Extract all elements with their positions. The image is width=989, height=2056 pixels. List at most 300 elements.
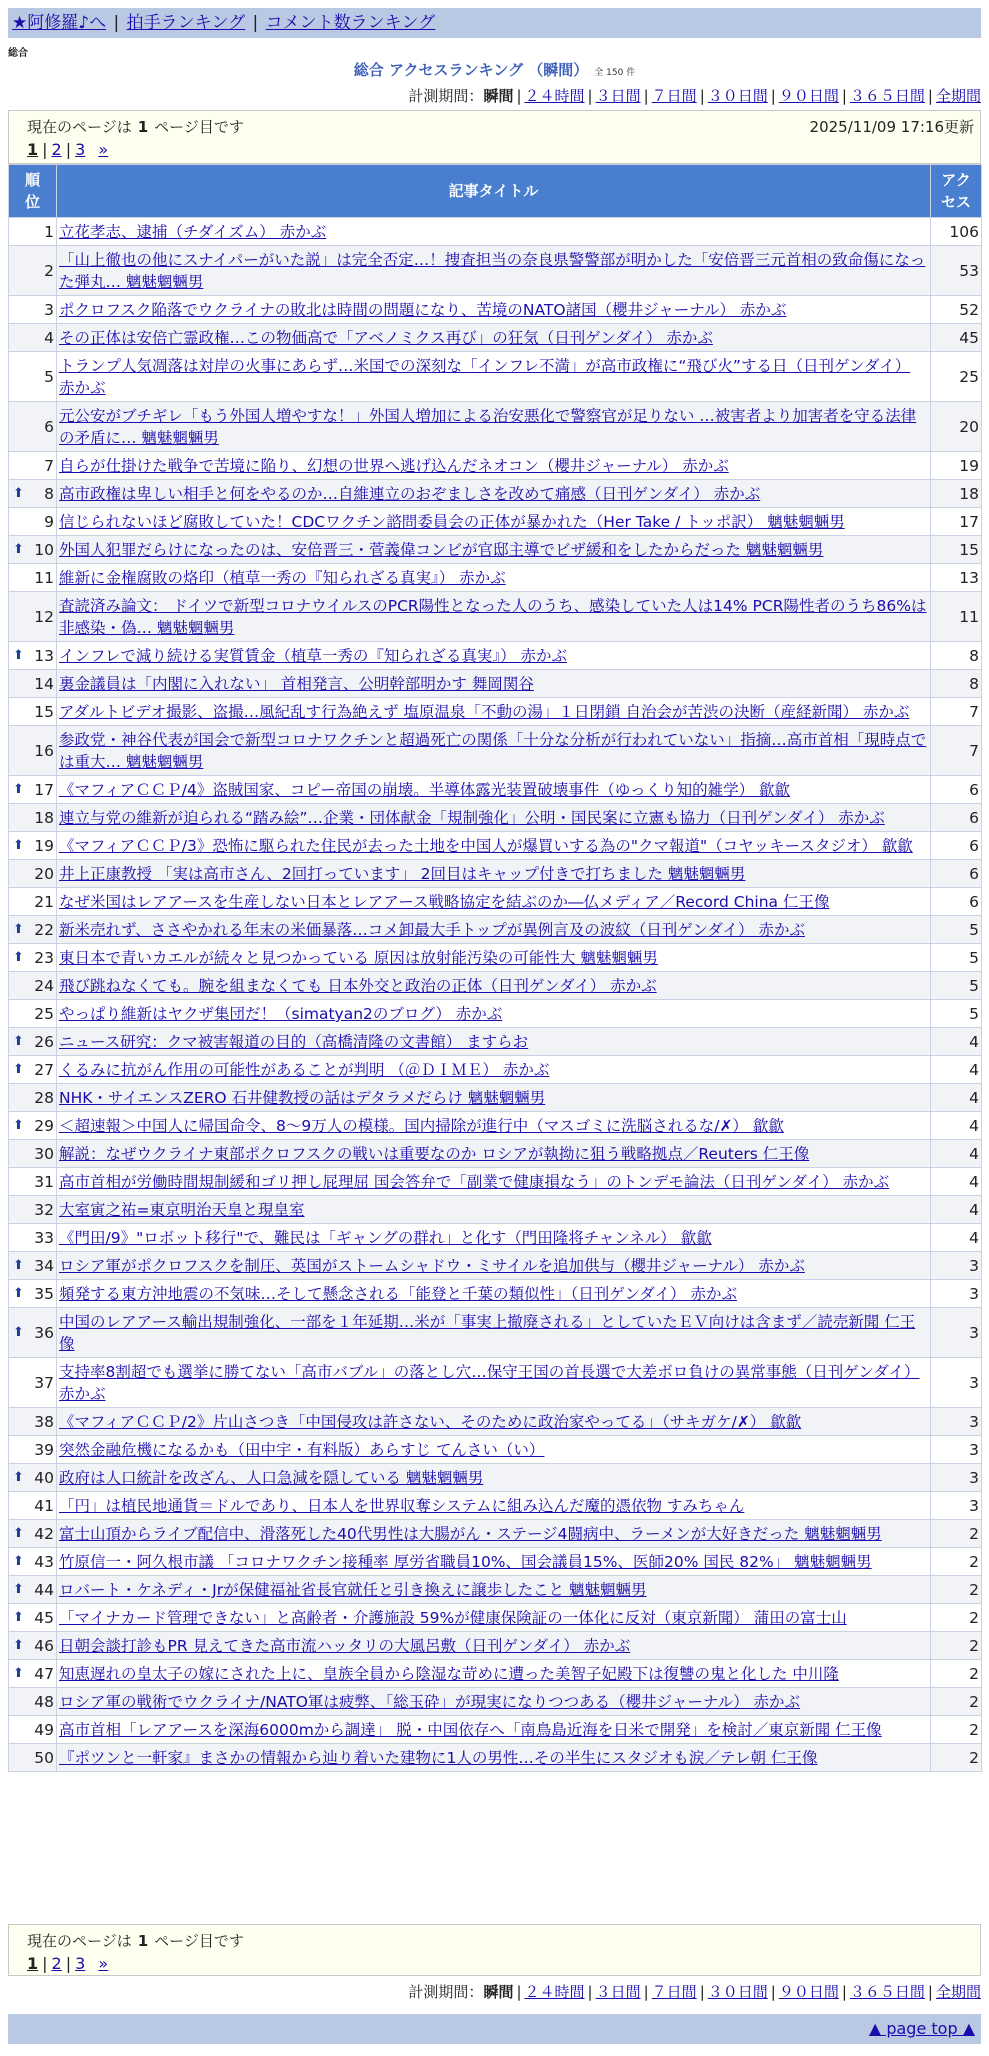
title-cell [57, 1436, 931, 1464]
article-title-link[interactable]: 裏金議員は「内閣に入れない」 首相発言、公明幹部明かす 舞岡関谷 [59, 675, 534, 693]
up-arrow-icon: ⬆ [13, 1470, 24, 1485]
rank-number: 2 [44, 262, 54, 280]
period-separator: | [770, 1983, 776, 2001]
title-cell [57, 726, 931, 776]
rank-number: 6 [44, 418, 54, 436]
table-row [9, 324, 982, 352]
period-separator: | [587, 87, 593, 105]
access-count: 2 [931, 1632, 982, 1660]
updated-timestamp: 2025/11/09 17:16更新 [809, 118, 974, 136]
article-title-link[interactable]: 支持率8割超でも選挙に勝てない「高市バブル」の落とし穴…保守王国の首長選で大差ボロ負けの異常事態（日刊ゲンダイ） 赤かぶ [59, 1363, 920, 1403]
title-cell [57, 592, 931, 642]
period-current: 瞬間 [483, 1983, 514, 2001]
rank-number: 9 [44, 513, 54, 531]
title-cell [57, 564, 931, 592]
access-count: 2 [931, 1716, 982, 1744]
access-count: 3 [931, 1464, 982, 1492]
period-separator: | [770, 87, 776, 105]
article-title-link[interactable]: 《マフィアＣＣＰ/2》片山さつき「中国侵攻は許さない、そのために政治家やってる」（サキガケ/✗） 歙歙 [59, 1413, 802, 1431]
article-title-link[interactable]: ロシア軍の戦術でウクライナ/NATO軍は疲弊、「総玉砕」が現実になりつつある（櫻井ジャーナル） 赤かぶ [59, 1693, 801, 1711]
rank-number: 7 [44, 457, 54, 475]
title-cell [57, 452, 931, 480]
title-cell [57, 352, 931, 402]
period-selector-top [408, 86, 981, 106]
rank-cell [9, 916, 57, 944]
title-cell [57, 1000, 931, 1028]
article-title-link[interactable]: ロバート・ケネディ・Jrが保健福祉省長官就任と引き換えに譲歩したこと 魑魅魍魎男 [59, 1581, 647, 1599]
article-title-link[interactable]: 外国人犯罪だらけになったのは、安倍晋三・菅義偉コンビが官邸主導でビザ緩和をしたからだった 魑魅魍魎男 [59, 541, 824, 559]
table-row [9, 1464, 982, 1492]
table-row [9, 698, 982, 726]
article-title-link[interactable]: くるみに抗がん作用の可能性があることが判明 （＠ＤＩＭＥ） 赤かぶ [59, 1061, 550, 1079]
rank-cell [9, 972, 57, 1000]
article-title-link[interactable]: 高市首相が労働時間規制緩和ゴリ押し屁理屈 国会答弁で「副業で健康損なう」のトンデモ論法（日刊ゲンダイ） 赤かぶ [59, 1173, 890, 1191]
rank-cell [9, 508, 57, 536]
title-cell [57, 296, 931, 324]
next-page-link[interactable]: » [98, 140, 109, 159]
table-row [9, 564, 982, 592]
table-row [9, 1308, 982, 1358]
up-arrow-icon: ⬆ [13, 1118, 24, 1133]
rank-number: 35 [34, 1285, 54, 1303]
rank-cell [9, 480, 57, 508]
rank-number: 4 [44, 329, 54, 347]
title-cell [57, 246, 931, 296]
article-title-link[interactable]: アダルトビデオ撮影、盗撮…風紀乱す行為絶えず 塩原温泉「不動の湯」１日閉鎖 自治会が苦渋の決断（産経新聞） 赤かぶ [59, 703, 910, 721]
rank-cell [9, 1744, 57, 1772]
period-link-6[interactable]: 全期間 [935, 1983, 981, 2001]
access-header: アクセス [931, 165, 982, 218]
article-title-link[interactable]: 高市政権は卑しい相手と何をやるのか…自維連立のおぞましさを改めて痛感（日刊ゲンダイ） 赤かぶ [59, 485, 761, 503]
total-count: 全 150 件 [594, 68, 636, 78]
access-count: 2 [931, 1744, 982, 1772]
title-cell [57, 1056, 931, 1084]
article-title-link[interactable]: 頻発する東方沖地震の不気味…そして懸念される「能登と千葉の類似性」（日刊ゲンダイ） 赤かぶ [59, 1285, 737, 1303]
title-cell [57, 1632, 931, 1660]
article-title-link[interactable]: 査読済み論文： ドイツで新型コロナウイルスのPCR陽性となった人のうち、感染していた人は14% PCR陽性者のうち86%は非感染・偽… 魑魅魍魎男 [59, 597, 927, 637]
table-row [9, 916, 982, 944]
rank-number: 49 [34, 1721, 54, 1739]
article-title-link[interactable]: 政府は人口統計を改ざん、人口急減を隠している 魑魅魍魎男 [59, 1469, 484, 1487]
title-cell [57, 1660, 931, 1688]
article-title-link[interactable]: 連立与党の維新が迫られる“踏み絵”…企業・団体献金「規制強化」公明・国民案に立憲も協力（日刊ゲンダイ） 赤かぶ [59, 809, 885, 827]
period-link-0[interactable]: ２４時間 [524, 87, 585, 105]
rank-number: 11 [34, 569, 54, 587]
access-count: 3 [931, 1308, 982, 1358]
period-separator: | [516, 1983, 522, 2001]
rank-cell [9, 1688, 57, 1716]
period-link-2[interactable]: ７日間 [651, 1983, 697, 2001]
access-count: 8 [931, 642, 982, 670]
table-row [9, 218, 982, 246]
rank-cell [9, 1112, 57, 1140]
access-count: 4 [931, 1028, 982, 1056]
article-title-link[interactable]: 知恵遅れの皇太子の嫁にされた上に、皇族全員から陰湿な苛めに遭った美智子妃殿下は復讐の鬼と化した 中川隆 [59, 1665, 839, 1683]
rank-number: 28 [34, 1089, 54, 1107]
access-count: 5 [931, 972, 982, 1000]
rank-cell [9, 1224, 57, 1252]
article-title-link[interactable]: NHK・サイエンスZERO 石井健教授の話はデタラメだらけ 魑魅魍魎男 [59, 1089, 546, 1107]
table-row [9, 804, 982, 832]
article-title-link[interactable]: 信じられないほど腐敗していた！CDCワクチン諮問委員会の正体が暴かれた（Her Take / トッポ訳） 魑魅魍魎男 [59, 513, 845, 531]
period-link-4[interactable]: ９０日間 [778, 87, 839, 105]
title-cell [57, 536, 931, 564]
rank-number: 5 [44, 368, 54, 386]
category-label: 総合 [8, 48, 28, 59]
period-separator: | [699, 1983, 705, 2001]
article-title-link[interactable]: 井上正康教授 「実は高市さん、2回打っています」 2回目はキャップ付きで打ちました 魑魅魍魎男 [59, 865, 746, 883]
period-label: 計測期間： [408, 87, 484, 105]
access-count: 13 [931, 564, 982, 592]
access-count: 2 [931, 1604, 982, 1632]
rank-cell [9, 670, 57, 698]
rank-cell [9, 1140, 57, 1168]
article-title-link[interactable]: 《マフィアＣＣＰ/4》盗賊国家、コピー帝国の崩壊。半導体露光装置破壊事件（ゆっくり知的雑学） 歙歙 [59, 781, 790, 799]
title-cell [57, 698, 931, 726]
current-page-text: 現在のページは 1 ページ目です [27, 1932, 244, 1950]
period-separator: | [643, 87, 649, 105]
up-arrow-icon: ⬆ [13, 1554, 24, 1569]
rank-cell [9, 1436, 57, 1464]
access-count: 20 [931, 402, 982, 452]
article-title-link[interactable]: 大室寅之祐=東京明治天皇と現皇室 [59, 1201, 305, 1219]
title-cell [57, 888, 931, 916]
title-cell [57, 1604, 931, 1632]
table-row [9, 642, 982, 670]
article-title-link[interactable]: 《門田/9》"ロボット移行"で、難民は「ギャングの群れ」と化す（門田隆将チャンネル） 歙歙 [59, 1229, 712, 1247]
access-count: 53 [931, 246, 982, 296]
period-link-1[interactable]: ３日間 [595, 1983, 641, 2001]
access-count: 17 [931, 508, 982, 536]
period-link-5[interactable]: ３６５日間 [849, 1983, 925, 2001]
rank-cell [9, 218, 57, 246]
home-link[interactable]: ★阿修羅♪へ [12, 13, 107, 33]
table-row [9, 1744, 982, 1772]
rank-number: 3 [44, 301, 54, 319]
period-link-3[interactable]: ３０日間 [707, 87, 768, 105]
access-count: 4 [931, 1112, 982, 1140]
top-nav-bar [8, 8, 981, 38]
article-title-link[interactable]: ニュース研究：クマ被害報道の目的（高橋清隆の文書館） ますらお [59, 1033, 529, 1051]
article-title-link[interactable]: 突然金融危機になるかも（田中宇・有料版）あらすじ てんさい（い） [59, 1441, 545, 1459]
page-3-link[interactable]: 3 [75, 140, 86, 159]
title-cell [57, 1280, 931, 1308]
rank-cell [9, 698, 57, 726]
table-row [9, 1056, 982, 1084]
rank-number: 27 [34, 1061, 54, 1079]
table-row [9, 1224, 982, 1252]
rank-number: 36 [34, 1324, 54, 1342]
article-title-link[interactable]: 新米売れず、ささやかれる年末の米価暴落…コメ卸最大手トップが異例言及の波紋（日刊ゲンダイ） 赤かぶ [59, 921, 805, 939]
pager-bottom [8, 1924, 981, 1976]
table-row [9, 1028, 982, 1056]
article-title-link[interactable]: 元公安がブチギレ「もう外国人増やすな！」外国人増加による治安悪化で警察官が足りない …被害者より加害者を守る法律の矛盾に… 魑魅魍魎男 [59, 407, 917, 447]
rank-cell [9, 804, 57, 832]
nav-separator: | [113, 13, 120, 33]
article-title-link[interactable]: インフレで減り続ける実質賃金（植草一秀の『知られざる真実』） 赤かぶ [59, 647, 568, 665]
rank-number: 21 [34, 893, 54, 911]
rank-number: 25 [34, 1005, 54, 1023]
access-count: 6 [931, 776, 982, 804]
table-row [9, 726, 982, 776]
rank-cell [9, 860, 57, 888]
access-count: 2 [931, 1548, 982, 1576]
table-row [9, 508, 982, 536]
access-count: 15 [931, 536, 982, 564]
table-row [9, 536, 982, 564]
up-arrow-icon: ⬆ [13, 782, 24, 797]
rank-cell [9, 944, 57, 972]
article-title-link[interactable]: 自らが仕掛けた戦争で苦境に陥り、幻想の世界へ逃げ込んだネオコン（櫻井ジャーナル） 赤かぶ [59, 457, 729, 475]
table-row [9, 246, 982, 296]
rank-number: 34 [34, 1257, 54, 1275]
rank-cell [9, 1548, 57, 1576]
title-cell [57, 402, 931, 452]
period-link-2[interactable]: ７日間 [651, 87, 697, 105]
page-2-link[interactable]: 2 [51, 140, 62, 159]
up-arrow-icon: ⬆ [13, 486, 24, 501]
page-2-link[interactable]: 2 [51, 1954, 62, 1973]
rank-number: 13 [34, 647, 54, 665]
title-cell [57, 944, 931, 972]
period-current: 瞬間 [483, 87, 514, 105]
page-links: 1 | 2 | 3 » [27, 140, 109, 159]
rank-number: 41 [34, 1497, 54, 1515]
rank-number: 30 [34, 1145, 54, 1163]
article-title-link[interactable]: 《マフィアＣＣＰ/3》恐怖に駆られた住民が去った土地を中国人が爆買いする為の"クマ報道"（コヤッキースタジオ） 歙歙 [59, 837, 913, 855]
table-row [9, 1084, 982, 1112]
page-1-current: 1 [27, 1954, 39, 1973]
up-arrow-icon: ⬆ [13, 1582, 24, 1597]
access-count: 19 [931, 452, 982, 480]
article-title-link[interactable]: 竹原信一・阿久根市議 「コロナワクチン接種率 厚労省職員10%、国会議員15%、医師20% 国民 82%」 魑魅魍魎男 [59, 1553, 872, 1571]
rank-cell [9, 1000, 57, 1028]
article-title-link[interactable]: ロシア軍がポクロフスクを制圧、英国がストームシャドウ・ミサイルを追加供与（櫻井ジャーナル） 赤かぶ [59, 1257, 805, 1275]
title-cell [57, 1168, 931, 1196]
title-cell [57, 670, 931, 698]
table-row [9, 402, 982, 452]
current-page-text: 現在のページは 1 ページ目です [27, 118, 244, 136]
rank-cell [9, 1520, 57, 1548]
table-row [9, 296, 982, 324]
rank-cell [9, 1084, 57, 1112]
rank-cell [9, 536, 57, 564]
access-count: 6 [931, 888, 982, 916]
rank-cell [9, 1492, 57, 1520]
page-title [0, 60, 989, 83]
article-title-link[interactable]: ポクロフスク陥落でウクライナの敗北は時間の問題になり、苦境のNATO諸国（櫻井ジャーナル） 赤かぶ [59, 301, 787, 319]
title-cell [57, 776, 931, 804]
rank-cell [9, 1056, 57, 1084]
access-count: 18 [931, 480, 982, 508]
access-count: 8 [931, 670, 982, 698]
access-count: 2 [931, 1688, 982, 1716]
article-title-link[interactable]: 日朝会談打診もPR 見えてきた高市流ハッタリの大風呂敷（日刊ゲンダイ） 赤かぶ [59, 1637, 631, 1655]
up-arrow-icon: ⬆ [13, 950, 24, 965]
title-cell [57, 1464, 931, 1492]
title-cell [57, 804, 931, 832]
table-row [9, 1436, 982, 1464]
title-cell [57, 1688, 931, 1716]
period-link-1[interactable]: ３日間 [595, 87, 641, 105]
period-separator: | [516, 87, 522, 105]
article-title-link[interactable]: 維新に金権腐敗の烙印（植草一秀の『知られざる真実』） 赤かぶ [59, 569, 506, 587]
article-title-link[interactable]: トランプ人気凋落は対岸の火事にあらず…米国での深刻な「インフレ不満」が高市政権に“飛び火”する日（日刊ゲンダイ） 赤かぶ [59, 357, 911, 397]
rank-number: 23 [34, 949, 54, 967]
title-cell [57, 324, 931, 352]
article-title-link[interactable]: 立花孝志、逮捕（チダイズム） 赤かぶ [59, 223, 327, 241]
title-cell [57, 508, 931, 536]
table-row [9, 480, 982, 508]
up-arrow-icon: ⬆ [13, 922, 24, 937]
table-row [9, 860, 982, 888]
title-cell [57, 1358, 931, 1408]
rank-number: 44 [34, 1581, 54, 1599]
title-cell [57, 1716, 931, 1744]
rank-cell [9, 1308, 57, 1358]
table-row [9, 592, 982, 642]
access-count: 3 [931, 1436, 982, 1464]
title-cell [57, 1084, 931, 1112]
rank-cell [9, 296, 57, 324]
title-cell [57, 1112, 931, 1140]
period-link-3[interactable]: ３０日間 [707, 1983, 768, 2001]
rank-cell [9, 1660, 57, 1688]
article-title-link[interactable]: 「円」は植民地通貨＝ドルであり、日本人を世界収奪システムに組み込んだ魔的憑依物 すみちゃん [59, 1497, 745, 1515]
table-row [9, 352, 982, 402]
title-cell [57, 1408, 931, 1436]
rank-cell [9, 1028, 57, 1056]
title-cell [57, 1140, 931, 1168]
table-row [9, 1520, 982, 1548]
access-count: 3 [931, 1358, 982, 1408]
rank-cell [9, 1252, 57, 1280]
access-count: 5 [931, 944, 982, 972]
page-top-link[interactable]: ▲ page top ▲ [868, 2019, 975, 2038]
article-title-link[interactable]: 東日本で青いカエルが続々と見つかっている 原因は放射能汚染の可能性大 魑魅魍魎男 [59, 949, 658, 967]
table-row [9, 972, 982, 1000]
access-count: 2 [931, 1520, 982, 1548]
rank-number: 50 [34, 1749, 54, 1767]
rank-cell [9, 452, 57, 480]
ranking-table [8, 164, 982, 1772]
rank-number: 14 [34, 675, 54, 693]
title-cell [57, 1224, 931, 1252]
article-title-link[interactable]: 参政党・神谷代表が国会で新型コロナワクチンと超過死亡の関係「十分な分析が行われていない」指摘…高市首相「現時点では重大… 魑魅魍魎男 [59, 731, 927, 771]
period-link-4[interactable]: ９０日間 [778, 1983, 839, 2001]
up-arrow-icon: ⬆ [13, 1062, 24, 1077]
article-title-link[interactable]: 解説：なぜウクライナ東部ポクロフスクの戦いは重要なのか ロシアが執拗に狙う戦略拠点／Reuters 仁王像 [59, 1145, 810, 1163]
period-link-6[interactable]: 全期間 [935, 87, 981, 105]
rank-number: 31 [34, 1173, 54, 1191]
rank-number: 37 [34, 1374, 54, 1392]
table-row [9, 1492, 982, 1520]
nav-separator: | [252, 13, 259, 33]
article-title-link[interactable]: なぜ米国はレアアースを生産しない日本とレアアース戦略協定を結ぶのか―仏メディア／Record China 仁王像 [59, 893, 830, 911]
access-count: 2 [931, 1576, 982, 1604]
up-arrow-icon: ⬆ [13, 1638, 24, 1653]
article-title-link[interactable]: 飛び跳ねなくても。腕を組まなくても 日本外交と政治の正体（日刊ゲンダイ） 赤かぶ [59, 977, 657, 995]
access-count: 4 [931, 1168, 982, 1196]
title-cell [57, 1252, 931, 1280]
article-title-link[interactable]: やっぱり維新はヤクザ集団だ！（simatyan2のブログ） 赤かぶ [59, 1005, 503, 1023]
title-cell [57, 218, 931, 246]
title-cell [57, 1744, 931, 1772]
period-label: 計測期間： [408, 1983, 484, 2001]
rank-cell [9, 246, 57, 296]
title-cell [57, 1548, 931, 1576]
table-row [9, 1408, 982, 1436]
title-cell [57, 480, 931, 508]
table-row [9, 670, 982, 698]
rank-number: 18 [34, 809, 54, 827]
title-cell [57, 1308, 931, 1358]
access-count: 7 [931, 698, 982, 726]
rank-cell [9, 1576, 57, 1604]
rank-cell [9, 1408, 57, 1436]
access-count: 2 [931, 1660, 982, 1688]
title-cell [57, 1520, 931, 1548]
rank-cell [9, 726, 57, 776]
rank-number: 16 [34, 742, 54, 760]
up-arrow-icon: ⬆ [13, 648, 24, 663]
up-arrow-icon: ⬆ [13, 1258, 24, 1273]
period-separator: | [927, 1983, 933, 2001]
table-row [9, 1576, 982, 1604]
article-title-link[interactable]: 中国のレアアース輸出規制強化、一部を１年延期…米が「事実上撤廃される」としていたＥＶ向けは含まず／読売新聞 仁王像 [59, 1313, 916, 1353]
access-count: 4 [931, 1224, 982, 1252]
table-row [9, 1280, 982, 1308]
rank-cell [9, 1464, 57, 1492]
rank-cell [9, 402, 57, 452]
article-title-link[interactable]: ＜超速報＞中国人に帰国命令、8～9万人の模様。国内掃除が進行中（マスゴミに洗脳されるな/✗） 歙歙 [59, 1117, 784, 1135]
rank-number: 22 [34, 921, 54, 939]
rank-number: 24 [34, 977, 54, 995]
period-link-0[interactable]: ２４時間 [524, 1983, 585, 2001]
table-row [9, 1140, 982, 1168]
article-title-link[interactable]: その正体は安倍亡霊政権…この物価高で「アベノミクス再び」の狂気（日刊ゲンダイ） 赤かぶ [59, 329, 713, 347]
title-cell [57, 642, 931, 670]
rank-cell [9, 324, 57, 352]
comment-ranking-link[interactable]: コメント数ランキング [265, 13, 436, 33]
article-title-link[interactable]: 富士山頂からライブ配信中、滑落死した40代男性は大腸がん・ステージ4闘病中、ラーメンが大好きだった 魑魅魍魎男 [59, 1525, 882, 1543]
up-arrow-icon: ⬆ [13, 1034, 24, 1049]
access-count: 5 [931, 916, 982, 944]
ranking-body [9, 218, 982, 1772]
period-separator: | [841, 1983, 847, 2001]
period-link-5[interactable]: ３６５日間 [849, 87, 925, 105]
access-count: 4 [931, 1084, 982, 1112]
rank-cell [9, 1358, 57, 1408]
access-count: 6 [931, 860, 982, 888]
next-page-link[interactable]: » [98, 1954, 109, 1973]
rank-number: 40 [34, 1469, 54, 1487]
rank-cell [9, 832, 57, 860]
page-3-link[interactable]: 3 [75, 1954, 86, 1973]
article-title-link[interactable]: 『ポツンと一軒家』まさかの情報から辿り着いた建物に1人の男性…その半生にスタジオも涙／テレ朝 仁王像 [59, 1749, 818, 1767]
title-cell [57, 972, 931, 1000]
rank-number: 48 [34, 1693, 54, 1711]
article-title-link[interactable]: 「山上徹也の他にスナイパーがいた説」は完全否定…！捜査担当の奈良県警警部が明かした「安倍晋三元首相の致命傷になった弾丸… 魑魅魍魎男 [59, 251, 926, 291]
up-arrow-icon: ⬆ [13, 1526, 24, 1541]
page-1-current: 1 [27, 140, 39, 159]
table-row [9, 888, 982, 916]
rank-number: 26 [34, 1033, 54, 1051]
article-title-link[interactable]: 高市首相「レアアースを深海6000mから調達」 脱・中国依存へ「南鳥島近海を日米で開発」を検討／東京新聞 仁王像 [59, 1721, 882, 1739]
access-count: 6 [931, 804, 982, 832]
article-title-link[interactable]: 「マイナカード管理できない」と高齢者・介護施設 59%が健康保険証の一体化に反対（東京新聞） 蒲田の富士山 [59, 1609, 847, 1627]
applause-ranking-link[interactable]: 拍手ランキング [126, 13, 246, 33]
